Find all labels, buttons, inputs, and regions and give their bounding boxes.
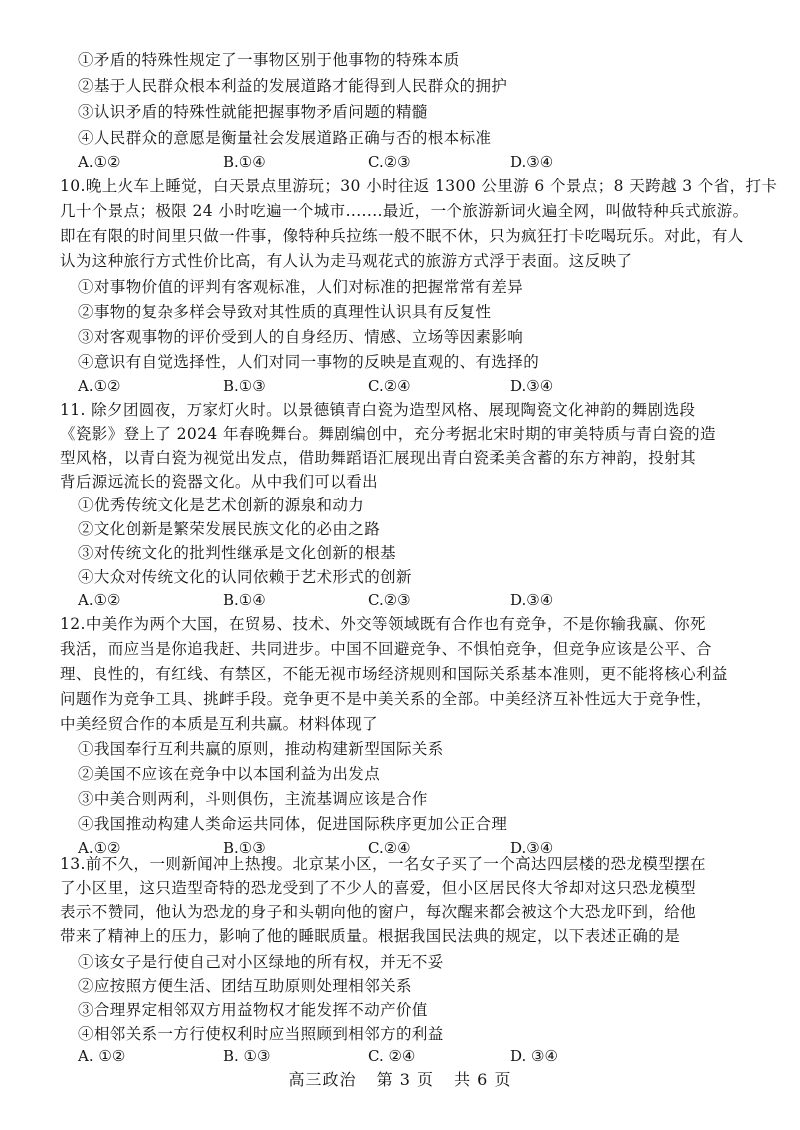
q13-option-1: ①该女子是行使自己对小区绿地的所有权，并无不妥: [78, 953, 444, 971]
q10-option-4: ④意识有自觉选择性，人们对同一事物的反映是直观的、有选择的: [78, 353, 540, 371]
q13-choice-b: B. ①③: [223, 1047, 271, 1065]
q10-stem-line-4: 认为这种旅行方式性价比高，有人认为走马观花式的旅游方式浮于表面。这反映了: [60, 252, 633, 270]
q10-choice-c: C.②④: [368, 377, 411, 395]
q9-option-2: ②基于人民群众根本利益的发展道路才能得到人民群众的拥护: [78, 77, 508, 95]
q13-option-4: ④相邻关系一方行使权利时应当照顾到相邻方的利益: [78, 1025, 444, 1043]
q11-option-3: ③对传统文化的批判性继承是文化创新的根基: [78, 544, 397, 562]
q13-choice-d: D. ③④: [510, 1047, 558, 1065]
q9-choice-d: D.③④: [510, 153, 554, 171]
q11-option-2: ②文化创新是繁荣发展民族文化的必由之路: [78, 520, 381, 538]
q13-stem-line-4: 带来了精神上的压力，影响了他的睡眠质量。根据我国民法典的规定，以下表述正确的是: [60, 927, 681, 945]
q10-stem-line-3: 即在有限的时间里只做一件事，像特种兵拉练一般不眠不休，只为疯狂打卡吃喝玩乐。对此，有人: [60, 227, 744, 245]
q13-stem-line-3: 表示不赞同，他认为恐龙的身子和头朝向他的窗户，每次醒来都会被这个大恐龙吓到，给他: [60, 903, 697, 921]
q9-option-1: ①矛盾的特殊性规定了一事物区别于他事物的特殊本质: [78, 51, 460, 69]
q10-option-1: ①对事物价值的评判有客观标准，人们对标准的把握常常有差异: [78, 278, 524, 296]
page-footer: [0, 1068, 800, 1092]
q12-option-4: ④我国推动构建人类命运共同体，促进国际秩序更加公正合理: [78, 815, 508, 833]
q10-stem-line-1: 10.晚上火车上睡觉，白天景点里游玩；30 小时往返 1300 公里游 6 个景点；8 天跨越 3 个省，打卡: [60, 177, 778, 195]
q9-choices: [78, 150, 718, 174]
q11-stem-line-3: 型风格，以青白瓷为视觉出发点，借助舞蹈语汇展现出青白瓷柔美含蓄的东方神韵，投射其: [60, 449, 697, 467]
q12-option-3: ③中美合则两利，斗则俱伤，主流基调应该是合作: [78, 790, 428, 808]
q11-choice-b: B.①④: [223, 591, 266, 609]
q12-stem-line-3: 理、良性的，有红线、有禁区，不能无视市场经济规则和国际关系基本准则，更不能将核心利益: [60, 665, 728, 683]
q10-option-3: ③对客观事物的评价受到人的自身经历、情感、立场等因素影响: [78, 328, 524, 346]
q13-choice-c: C. ②④: [368, 1047, 416, 1065]
footer-page: 第 3 页: [376, 1070, 434, 1089]
q10-choice-a: A.①②: [78, 377, 121, 395]
q11-choice-c: C.②③: [368, 591, 411, 609]
q12-stem-line-4: 问题作为竞争工具、挑衅手段。竞争更不是中美关系的全部。中美经济互补性远大于竞争性，: [60, 690, 712, 708]
footer-total: 共 6 页: [454, 1070, 512, 1089]
q12-choice-c: C.②④: [368, 839, 411, 857]
q10-option-2: ②事物的复杂多样会导致对其性质的真理性认识具有反复性: [78, 303, 492, 321]
q9-choice-c: C.②③: [368, 153, 411, 171]
q12-option-1: ①我国奉行互利共赢的原则，推动构建新型国际关系: [78, 740, 444, 758]
q12-stem-line-1: 12.中美作为两个大国，在贸易、技术、外交等领域既有合作也有竞争，不是你输我赢、你死: [60, 615, 706, 633]
q9-choice-b: B.①④: [223, 153, 266, 171]
q12-choice-a: A.①②: [78, 839, 121, 857]
q11-choice-a: A.①②: [78, 591, 121, 609]
q13-stem-line-1: 13.前不久，一则新闻冲上热搜。北京某小区，一名女子买了一个高达四层楼的恐龙模型摆在: [60, 855, 706, 873]
q13-option-3: ③合理界定相邻双方用益物权才能发挥不动产价值: [78, 1001, 428, 1019]
q9-choice-a: A.①②: [78, 153, 121, 171]
q13-stem-line-2: 了小区里，这只造型奇特的恐龙受到了不少人的喜爱，但小区居民佟大爷却对这只恐龙模型: [60, 879, 697, 897]
q9-option-3: ③认识矛盾的特殊性就能把握事物矛盾问题的精髓: [78, 103, 428, 121]
q13-option-2: ②应按照方便生活、团结互助原则处理相邻关系: [78, 977, 412, 995]
q10-choices: [78, 374, 718, 398]
q11-option-4: ④大众对传统文化的认同依赖于艺术形式的创新: [78, 568, 412, 586]
q10-choice-d: D.③④: [510, 377, 554, 395]
q12-choice-b: B.①③: [223, 839, 266, 857]
q12-stem-line-5: 中美经贸合作的本质是互利共赢。材料体现了: [60, 715, 379, 733]
q12-choice-d: D.③④: [510, 839, 554, 857]
q10-choice-b: B.①③: [223, 377, 266, 395]
q10-stem-line-2: 几十个景点；极限 24 小时吃遍一个城市.......最近，一个旅游新词火遍全网，叫做特种兵式旅游。: [60, 202, 749, 220]
q11-choices: [78, 588, 718, 612]
q13-choices: [78, 1044, 718, 1068]
q12-stem-line-2: 我活，而应当是你追我赶、共同进步。中国不回避竞争、不惧怕竞争，但竞争应该是公平、合: [60, 640, 712, 658]
q11-stem-line-1: 11. 除夕团圆夜，万家灯火时。以景德镇青白瓷为造型风格、展现陶瓷文化神韵的舞剧选段: [60, 401, 696, 419]
q13-choice-a: A. ①②: [78, 1047, 126, 1065]
q9-option-4: ④人民群众的意愿是衡量社会发展道路正确与否的根本标准: [78, 129, 492, 147]
footer-subject: 高三政治: [288, 1070, 357, 1089]
q12-option-2: ②美国不应该在竞争中以本国利益为出发点: [78, 765, 381, 783]
q11-stem-line-4: 背后源远流长的瓷器文化。从中我们可以看出: [60, 473, 379, 491]
q11-stem-line-2: 《瓷影》登上了 2024 年春晚舞台。舞剧编创中，充分考据北宋时期的审美特质与青白瓷的造: [60, 425, 716, 443]
q11-choice-d: D.③④: [510, 591, 554, 609]
q11-option-1: ①优秀传统文化是艺术创新的源泉和动力: [78, 496, 365, 514]
